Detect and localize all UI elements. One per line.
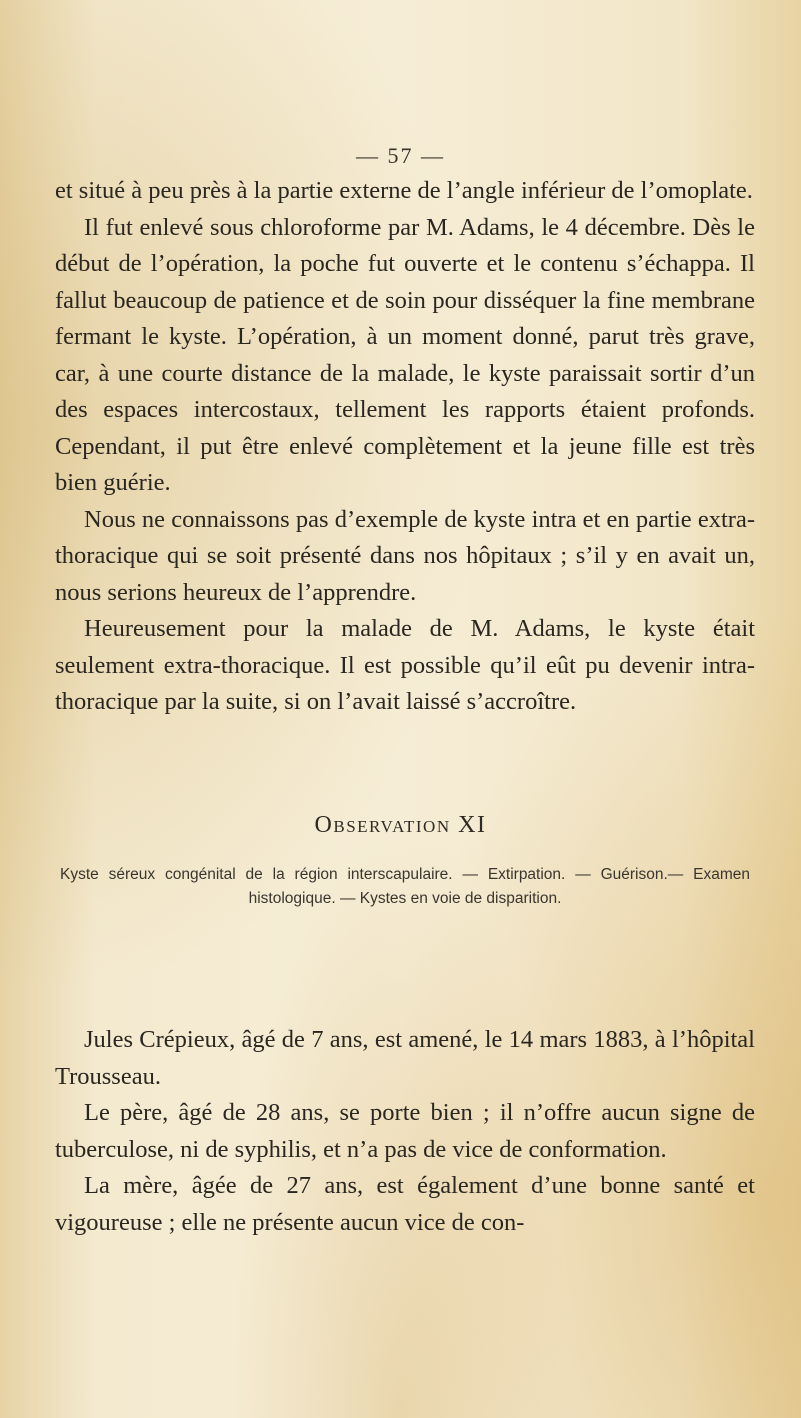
paragraph: Le père, âgé de 28 ans, se porte bien ; il n’offre aucun signe de tuberculose, ni de syphilis, et n’a pas de vice de conformation.: [55, 1099, 755, 1163]
continuation-text: [55, 173, 755, 721]
observation-heading: Observation XI: [314, 812, 487, 838]
paragraph: Nous ne connaissons pas d’exemple de kyste intra et en partie extra-thoracique qui se soit présenté dans nos hôpitaux ; s’il y en avait un, nous serions heureux de l’apprendre.: [55, 505, 755, 606]
paragraph: La mère, âgée de 27 ans, est également d’une bonne santé et vigoureuse ; elle ne présente aucun vice de con-: [55, 1172, 755, 1236]
observation-summary: Kyste séreux congénital de la région interscapulaire. — Extirpation. — Guérison.— Examen histologique. — Kystes en voie de disparition.: [60, 866, 750, 907]
paragraph: Jules Crépieux, âgé de 7 ans, est amené, le 14 mars 1883, à l’hôpital Trousseau.: [55, 1026, 755, 1090]
observation-text: [55, 1022, 755, 1241]
paragraph: Il fut enlevé sous chloroforme par M. Adams, le 4 décembre. Dès le début de l’opération, la poche fut ouverte et le contenu s’échappa. Il fallut beaucoup de patience et de soin pour disséquer la fine membrane fermant le kyste. L’opération, à un moment donné, parut très grave, car, à une courte distance de la malade, le kyste paraissait sortir d’un des espaces intercostaux, tellement les rapports étaient profonds. Cependant, il put être enlevé complètement et la jeune fille est très bien guérie.: [55, 213, 755, 496]
page-number: — 57 —: [356, 143, 445, 168]
paragraph: Heureusement pour la malade de M. Adams, le kyste était seulement extra-thoracique. Il est possible qu’il eût pu devenir intra-thoracique par la suite, si on l’avait laissé s’accroître.: [55, 615, 755, 715]
paragraph: et situé à peu près à la partie externe de l’angle inférieur de l’omoplate.: [55, 177, 753, 204]
